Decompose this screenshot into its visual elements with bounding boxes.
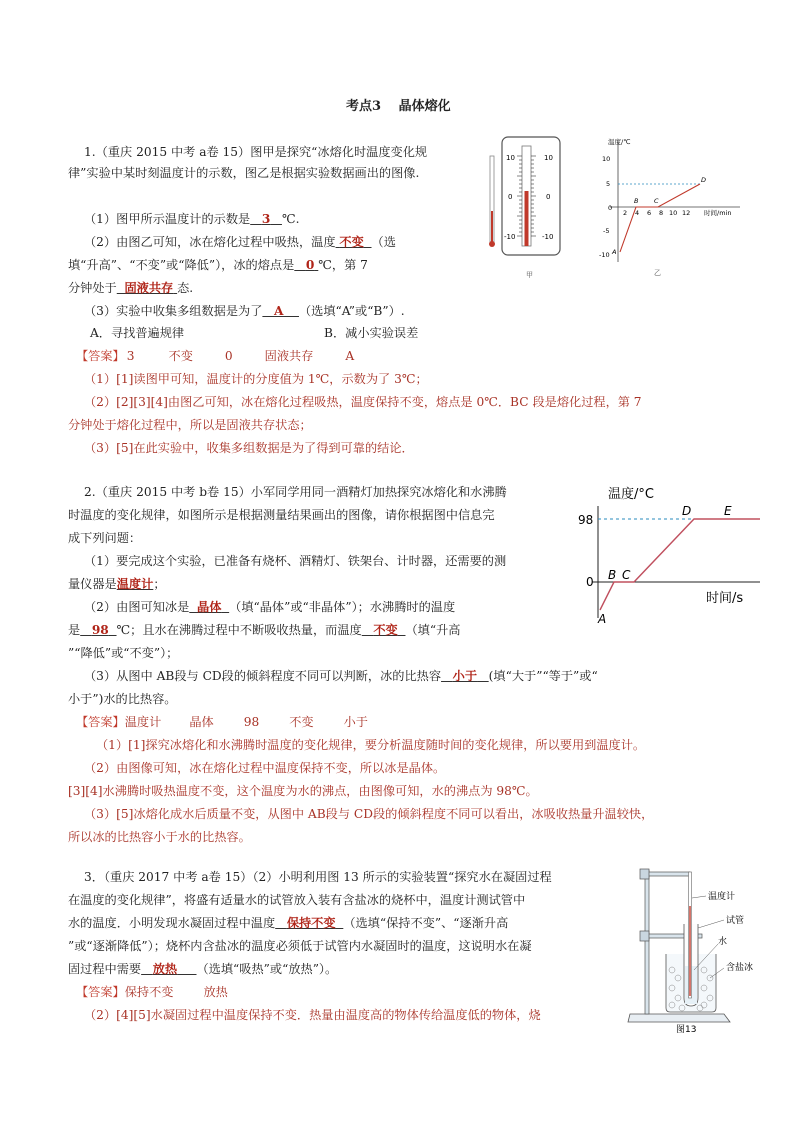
q1-p2-line3-text: 分钟处于 [68,281,117,295]
q3-line2: 在温度的变化规律”，将盛有适量水的试管放入装有含盐冰的烧杯中，温度计测试管中 [68,893,526,907]
q2-p2b-answer2: 不变 [373,623,398,637]
graph1-curve [620,184,700,252]
fig13-caption: 图13 [676,1025,697,1034]
q2-answer-5: 小于 [343,715,368,729]
graph2-y98: 98 [578,513,594,527]
graph1-point-a: A [612,248,617,256]
q2-p2b-answer: 98 [91,623,109,637]
q1-explain-1: （1）[1]读图甲可知，温度计的分度值为 1℃，示数为了 3℃； [84,372,428,386]
label-salt-ice: 含盐冰 [726,963,754,973]
graph2-label-a: A [598,612,607,626]
q2-p2b-tail: （填“升高 [405,623,461,637]
q2-answer-1: 温度计 [124,715,162,729]
q2-explain-4a: （3）[5]冰熔化成水后质量不变，从图中 AB段与 CD段的倾斜程度不同可以看出，冰吸收热量升温较快， [84,807,654,821]
graph1-xtick-10: 10 [669,209,678,217]
q2-answer [76,711,368,733]
label-test-tube: 试管 [726,916,745,926]
graph1-xtick-2: 2 [623,209,628,217]
q1-p3-answer: A [274,304,284,318]
q1-answer [76,345,354,367]
q2-part2-line2 [68,619,460,641]
graph1-ytick-neg5: -5 [603,227,610,235]
q1-p2-tail: （选 [371,235,396,249]
q2-part3 [84,665,598,687]
q2-p3-tail: (填“大于”“等于”或“ [488,669,598,683]
thermo-label-neg10-left: -10 [504,233,516,241]
q1-p2-line2-text: 填“升高”、“不变”或“降低”），冰的熔点是 [68,258,295,272]
q1-part3 [84,300,405,322]
page-title: 考点3 晶体熔化 [346,99,451,114]
q1-p2-text: （2）由图乙可知，冰在熔化过程中吸热，温度 [84,235,336,249]
q1-explain-3: （3）[5]在此实验中，收集多组数据是为了得到可靠的结论． [84,441,414,455]
q1-option-a: A．寻找普遍规律 [90,326,185,340]
q1-p2-answer3: 固液共存 [124,281,174,295]
q1-p1-unit: ℃. [281,212,300,226]
q1-p1-answer: 3 [261,212,271,226]
stand-pole [645,870,649,1014]
q2-part1 [68,573,166,595]
q1-part2-line2 [68,254,368,276]
graph1-xtick-4: 4 [635,209,640,217]
graph2-ylabel: 温度/°C [608,487,654,502]
q2-p3-text: （3）从图中 AB段与 CD段的倾斜程度不同可以判断，冰的比热容 [84,669,442,683]
q2-line2: 时温度的变化规律，如图所示是根据测量结果画出的图像，请你根据图中信息完 [68,508,495,522]
q1-p2-answer2: 0 [305,258,315,272]
thermo-label-neg10-right: -10 [542,233,554,241]
top-clamp-knob [640,869,649,879]
q2-explain-2: （2）由图像可知，冰在熔化过程中温度保持不变，所以冰是晶体。 [84,761,446,775]
graph1-xtick-8: 8 [659,209,664,217]
graph1-xlabel: 时间/min [704,209,732,217]
q3-line5 [68,958,337,980]
q1-p2-line3-tail: 态. [177,281,194,295]
q2-line3: 成下列问题： [68,531,142,545]
fig-caption-jia: 甲 [526,271,533,279]
q3-explain-1: （2）[4][5]水凝固过程中温度保持不变．热量由温度高的物体传给温度低的物体，烧 [84,1008,541,1022]
q1-p3-tail: （选填“A”或“B”）. [298,304,405,318]
q1-explain-2b: 分钟处于熔化过程中，所以是固液共存状态； [68,418,312,432]
graph1-point-d: D [701,176,707,184]
q3-answer-label: 【答案】 [76,985,125,999]
q2-part3-line2: 小于”)水的比热容。 [68,692,177,706]
q1-answer-3: 0 [224,349,233,363]
q2-p1-text: 量仪器是 [68,577,117,591]
graph1-ylabel: 温度/℃ [608,138,631,146]
q2-p2-tail: （填“晶体”或“非晶体”）；水沸腾时的温度 [229,600,456,614]
q2-p2b-mid: ℃；且水在沸腾过程中不断吸收热量，而温度 [116,623,362,637]
graph1-xtick-6: 6 [647,209,652,217]
graph2-label-b: B [608,568,617,582]
graph2-xlabel: 时间/s [706,591,744,606]
q1-line2: 律”实验中某时刻温度计的示数，图乙是根据实验数据画出的图像. [68,166,420,180]
q2-explain-3: [3][4]水沸腾时吸热温度不变，这个温度为水的沸点，由图像可知，水的沸点为 98℃。 [68,784,538,798]
q1-p2-line2-tail: ℃，第 7 [318,258,368,272]
q1-answer-5: A [345,349,355,363]
stand-base [628,1014,730,1022]
graph2-y0: 0 [586,575,594,589]
q2-answer-4: 不变 [289,715,314,729]
apparatus-thermometer-liquid [689,906,690,996]
q1-part1 [84,208,299,230]
q2-explain-4b: 所以冰的比热容小于水的比热容。 [68,830,251,844]
leader-tube [698,920,724,928]
side-thermometer-bulb [489,241,495,247]
thermo-label-0-right: 0 [546,193,551,201]
graph1-xtick-12: 12 [682,209,691,217]
graph2-label-d: D [682,504,692,518]
graph1-ytick-10: 10 [602,155,611,163]
q1-part2-line3 [68,277,193,299]
q2-p1-line1: （1）要完成这个实验，已准备有烧杯、酒精灯、铁架台、计时器，还需要的测 [84,554,507,568]
q1-answer-2: 不变 [168,349,193,363]
leader-thermometer [692,896,706,898]
q2-p2-text: （2）由图可知冰是 [84,600,190,614]
q3-answer-1: 保持不变 [124,985,174,999]
q1-line1: 1.（重庆 2015 中考 a卷 15）图甲是探究“冰熔化时温度变化规 [84,145,428,159]
q3-l3-tail: （选填“保持不变”、“逐渐升高 [343,916,509,930]
q3-l5-text: 固过程中需要 [68,962,142,976]
graph1-ytick-neg10: -10 [599,251,610,259]
q2-part2-line3: ”“降低”或“不变”）； [68,646,179,660]
q3-apparatus-figure [626,858,776,1034]
q1-answer-label: 【答案】 [76,349,125,363]
q3-l5-tail: （选填“吸热”或“放热”）。 [196,962,338,976]
q3-line3 [68,912,508,934]
q2-p1-answer: 温度计 [116,577,154,591]
thermo-label-10-right: 10 [544,154,553,162]
q3-answer-2: 放热 [203,985,228,999]
fig-caption-yi: 乙 [654,269,661,277]
q2-p3-answer: 小于 [452,669,478,683]
q2-p2-answer: 晶体 [197,600,222,614]
q2-graph [574,478,774,628]
q2-answer-3: 98 [243,715,260,729]
thermo-label-0-left: 0 [508,193,513,201]
graph1-point-c: C [654,197,659,205]
q2-answer-label: 【答案】 [76,715,125,729]
q1-p2-answer: 不变 [339,235,364,249]
q3-l5-answer: 放热 [152,962,178,976]
q1-part2 [84,231,396,253]
q1-melting-graph [588,134,748,280]
label-water: 水 [718,937,728,947]
q1-p1-text: （1）图甲所示温度计的示数是 [84,212,251,226]
magnified-liquid [525,191,529,246]
q3-l3-answer: 保持不变 [286,916,336,930]
label-thermometer: 温度计 [708,892,736,902]
graph1-ytick-0: 0 [608,204,613,212]
q1-option-b: B．减小实验误差 [324,326,419,340]
q2-p1-tail: ； [153,577,166,591]
q3-l3-text: 水的温度．小明发现水凝固过程中温度 [68,916,276,930]
graph1-point-b: B [634,197,639,205]
q3-answer [76,981,228,1003]
side-thermometer-liquid [491,211,493,242]
q3-line1: 3．（重庆 2017 中考 a卷 15）（2）小明利用图 13 所示的实验装置“探究水在凝固过程 [84,870,552,884]
q2-part2 [84,596,455,618]
q1-answer-1: 3 [126,349,135,363]
graph2-label-c: C [622,568,631,582]
q2-answer-2: 晶体 [189,715,214,729]
q1-thermometer-figure [486,136,566,282]
q1-p3-text: （3）实验中收集多组数据是为了 [84,304,263,318]
q1-answer-4: 固液共存 [264,349,314,363]
q2-explain-1: （1）[1]探究冰熔化和水沸腾时温度的变化规律，要分析温度随时间的变化规律，所以要用到温度计。 [96,738,646,752]
q2-p2b-text: 是 [68,623,81,637]
q1-explain-2a: （2）[2][3][4]由图乙可知，冰在熔化过程吸热，温度保持不变，熔点是 0℃．BC 段是熔化过程，第 7 [84,395,642,409]
graph2-label-e: E [724,504,732,518]
q2-line1: 2.（重庆 2015 中考 b卷 15）小军同学用同一酒精灯加热探究冰熔化和水沸腾 [84,485,507,499]
graph1-ytick-5: 5 [606,180,611,188]
q3-line4: ”或“逐渐降低”）；烧杯内含盐冰的温度必须低于试管内水凝固时的温度，这说明水在凝 [68,939,532,953]
thermo-label-10-left: 10 [506,154,515,162]
mid-clamp-knob [640,931,649,941]
